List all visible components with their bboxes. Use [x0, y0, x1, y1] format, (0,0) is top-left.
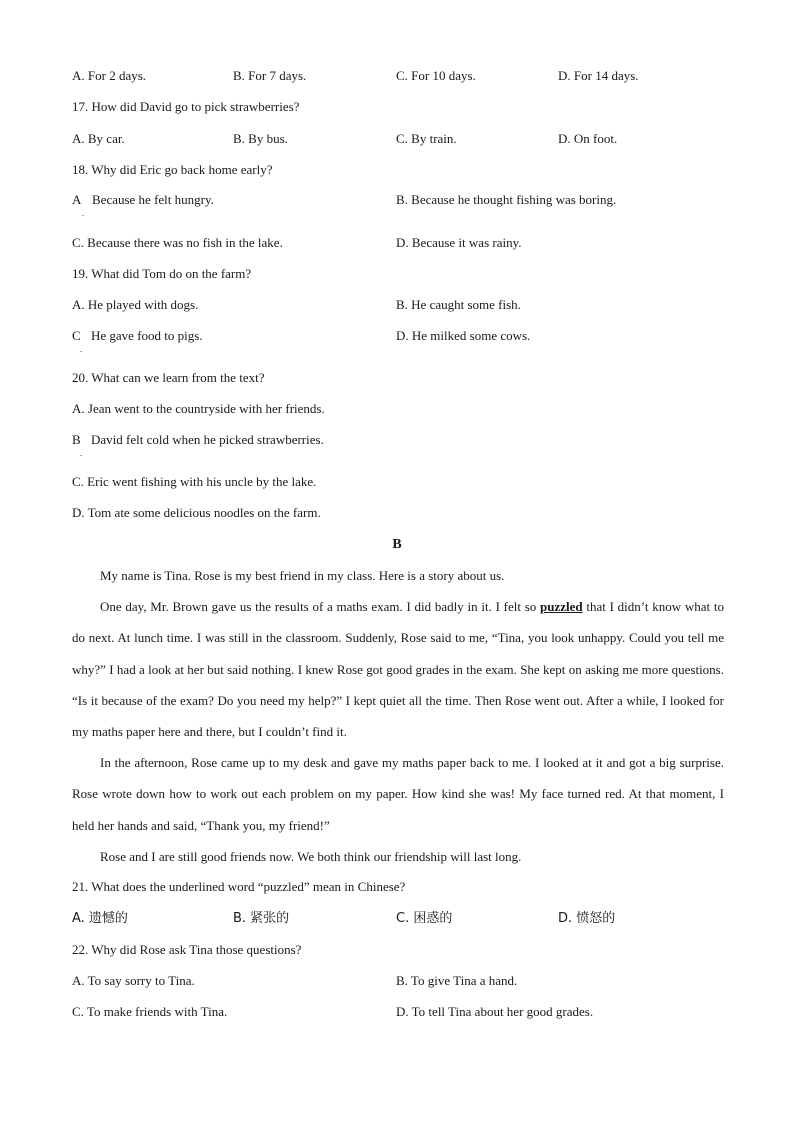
- passage-paragraph-1: My name is Tina. Rose is my best friend in my class. Here is a story about us.: [100, 568, 505, 583]
- q21-option-a: A. 遗憾的: [72, 911, 128, 926]
- q18-option-a-letter: A: [72, 192, 82, 207]
- q19-option-a: A. He played with dogs.: [72, 297, 199, 312]
- q19-option-c-text: He gave food to pigs.: [91, 328, 203, 343]
- q22-option-a: A. To say sorry to Tina.: [72, 973, 195, 988]
- q22-option-b: B. To give Tina a hand.: [396, 973, 518, 988]
- q20-option-b-text: David felt cold when he picked strawberries.: [91, 432, 324, 447]
- q17-stem: 17. How did David go to pick strawberries?: [72, 99, 300, 114]
- q18-option-b: B. Because he thought fishing was boring.: [396, 192, 617, 207]
- q17-option-c: C. By train.: [396, 131, 457, 146]
- q20-option-a: A. Jean went to the countryside with her friends.: [72, 401, 325, 416]
- q20-stem: 20. What can we learn from the text?: [72, 370, 265, 385]
- q19-option-c-dot: .: [80, 345, 82, 354]
- passage-paragraph-3: In the afternoon, Rose came up to my desk and gave my maths paper back to me. I looked at it and got a big surprise. Rose wrote down how to work out each problem on my paper. How kind she was! My face turned red. At that moment, I held her hands and said, “Thank you, my friend!”: [72, 755, 724, 833]
- q16-option-b: B. For 7 days.: [233, 68, 307, 83]
- q16-option-a: A. For 2 days.: [72, 68, 147, 83]
- q18-stem: 18. Why did Eric go back home early?: [72, 162, 273, 177]
- section-heading-b: B: [392, 537, 402, 552]
- q17-option-a: A. By car.: [72, 131, 125, 146]
- q22-option-d: D. To tell Tina about her good grades.: [396, 1004, 594, 1019]
- q19-option-d: D. He milked some cows.: [396, 328, 531, 343]
- q19-option-b: B. He caught some fish.: [396, 297, 521, 312]
- passage-paragraph-2: [72, 591, 724, 747]
- q18-option-a-text: Because he felt hungry.: [92, 192, 214, 207]
- passage-p2-after: that I didn’t know what to do next. At lunch time. I was still in the classroom. Suddenly, Rose said to me, “Tina, you look unhappy. Could you tell me why?” I had a look at her but said nothing. I knew Rose got good grades in the exam. She kept on asking me more questions. “Is it because of the exam? Do you need my help?” I kept quiet all the time. Then Rose went out. After a while, I looked for my maths paper here and there, but I couldn’t find it.: [72, 599, 724, 740]
- q20-option-b-dot: .: [80, 449, 82, 458]
- q20-option-c: C. Eric went fishing with his uncle by the lake.: [72, 474, 317, 489]
- passage-b: [72, 560, 724, 872]
- q18-option-d: D. Because it was rainy.: [396, 235, 522, 250]
- underlined-word-puzzled: puzzled: [540, 599, 583, 615]
- q19-stem: 19. What did Tom do on the farm?: [72, 266, 252, 281]
- q19-option-c-letter: C: [72, 328, 81, 343]
- q17-option-b: B. By bus.: [233, 131, 288, 146]
- q18-option-c: C. Because there was no fish in the lake.: [72, 235, 283, 250]
- q21-option-d: D. 愤怒的: [558, 911, 616, 926]
- q22-option-c: C. To make friends with Tina.: [72, 1004, 228, 1019]
- passage-paragraph-4: Rose and I are still good friends now. We both think our friendship will last long.: [100, 848, 522, 864]
- q16-option-d: D. For 14 days.: [558, 68, 639, 83]
- q16-option-c: C. For 10 days.: [396, 68, 476, 83]
- q21-option-c: C. 困惑的: [396, 911, 453, 926]
- passage-p2-before: One day, Mr. Brown gave us the results of a maths exam. I did badly in it. I felt so: [100, 599, 541, 615]
- q22-stem: 22. Why did Rose ask Tina those questions?: [72, 942, 302, 957]
- q17-option-d: D. On foot.: [558, 131, 618, 146]
- q21-stem: 21. What does the underlined word “puzzled” mean in Chinese?: [72, 879, 406, 894]
- q20-option-d: D. Tom ate some delicious noodles on the farm.: [72, 505, 321, 520]
- q18-option-a-dot: .: [82, 209, 84, 218]
- q21-option-b: B. 紧张的: [233, 911, 290, 926]
- q20-option-b-letter: B: [72, 432, 81, 447]
